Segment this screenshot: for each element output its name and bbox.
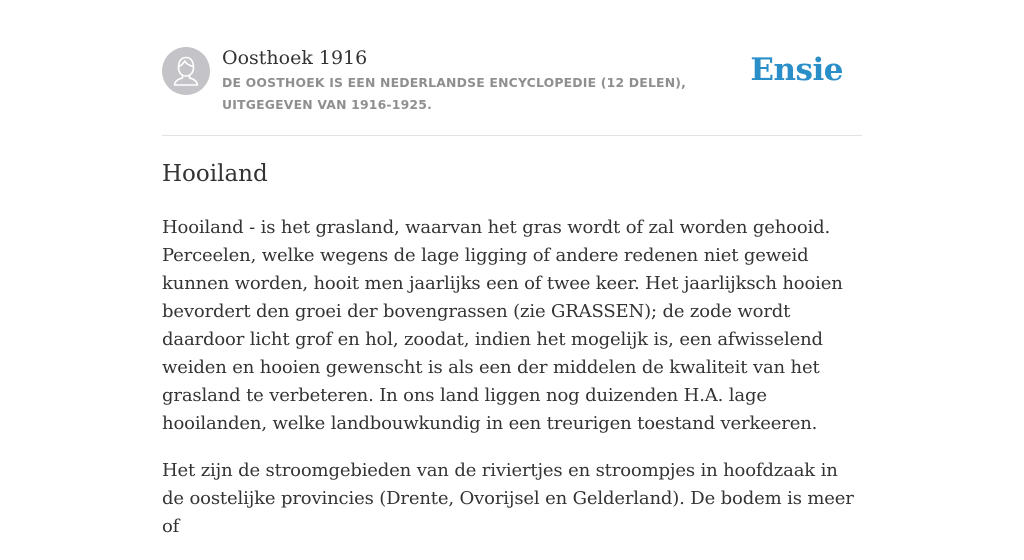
article-paragraph: Het zijn de stroomgebieden van de riviertjes en stroompjes in hoofdzaak in de oostelijke provincies (Drente, Ovorijsel en Gelderland). De bodem is meer of <box>162 460 854 537</box>
source-description: DE OOSTHOEK IS EEN NEDERLANDSE ENCYCLOPEDIE (12 DELEN), UITGEGEVEN VAN 1916-1925. <box>222 75 687 112</box>
header-divider <box>162 135 862 136</box>
article-paragraph: Hooiland - is het grasland, waarvan het gras wordt of zal worden gehooid. Perceelen, welke wegens de lage ligging of andere redenen niet geweid kunnen worden, hooit men jaarlijks een of twee keer. Het jaarlijksch hooien bevordert den groei der bovengrassen (zie GRASSEN); de zode wordt daardoor licht grof en hol, zoodat, indien het mogelijk is, een afwisselend weiden en hooien gewenscht is als een der middelen de kwaliteit van het grasland te verbeteren. In ons land liggen nog duizenden H.A. lage hooilanden, welke landbouwkundig in een treurigen toestand verkeeren. <box>162 217 843 434</box>
source-header <box>162 46 862 116</box>
article <box>162 156 862 560</box>
source-avatar[interactable] <box>162 47 210 95</box>
article-title: Hooiland <box>162 161 268 187</box>
user-silhouette-icon <box>162 47 210 95</box>
source-title[interactable]: Oosthoek 1916 <box>222 47 368 69</box>
ensie-logo[interactable]: Ensie <box>750 52 843 88</box>
